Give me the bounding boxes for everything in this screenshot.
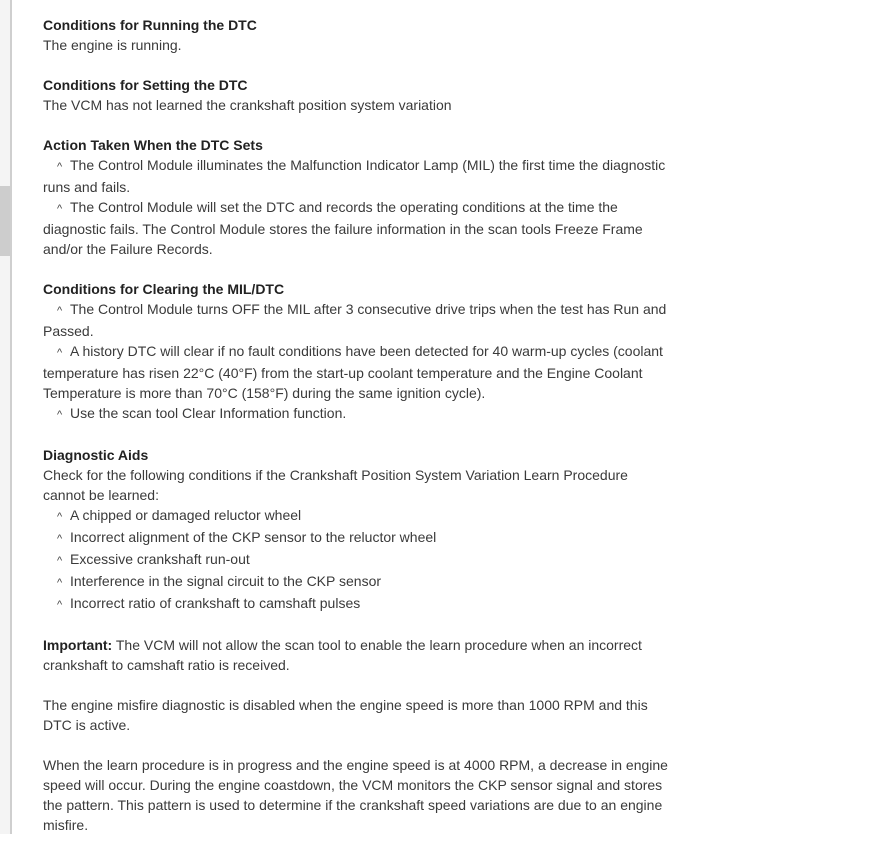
left-scrollbar-track[interactable] [0, 0, 10, 834]
bullet-text: Use the scan tool Clear Information function. [70, 405, 347, 421]
paragraph: When the learn procedure is in progress and the engine speed is at 4000 RPM, a decrease in engine speed will occur. During the engine coastdown, the VCM monitors the CKP sensor signal and stores the pattern. This pattern is used to determine if the crankshaft speed variations are due to an engine misfire. [43, 757, 668, 833]
important-text: The VCM will not allow the scan tool to enable the learn procedure when an incorrect crankshaft to camshaft ratio is received. [43, 637, 642, 673]
bullet-item [43, 341, 668, 403]
bullet-item [43, 403, 668, 425]
list-item-text: Incorrect alignment of the CKP sensor to the reluctor wheel [70, 529, 437, 545]
paragraph: The engine misfire diagnostic is disabled when the engine speed is more than 1000 RPM and this DTC is active. [43, 697, 648, 733]
important-label: Important: [43, 637, 113, 653]
section-diagnostic-aids [43, 445, 668, 615]
section-clearing-conditions [43, 279, 668, 425]
bullet-text: The Control Module will set the DTC and records the operating conditions at the time the diagnostic fails. The Control Module stores the failure information in the scan tools Freeze Frame and/or the Failure Records. [43, 199, 643, 257]
bullet-text: The Control Module turns OFF the MIL after 3 consecutive drive trips when the test has Run and Passed. [43, 301, 667, 339]
caret-bullet-icon: ^ [57, 599, 63, 611]
section-heading: Conditions for Clearing the MIL/DTC [43, 281, 285, 297]
list-item [43, 505, 668, 527]
section-heading: Action Taken When the DTC Sets [43, 137, 263, 153]
list-item-text: Incorrect ratio of crankshaft to camshaft pulses [70, 595, 361, 611]
caret-bullet-icon: ^ [57, 533, 63, 545]
section-setting-conditions [43, 75, 668, 115]
list-item-text: Interference in the signal circuit to the CKP sensor [70, 573, 382, 589]
caret-bullet-icon: ^ [57, 347, 63, 359]
important-paragraph [43, 635, 668, 675]
caret-bullet-icon: ^ [57, 555, 63, 567]
bullet-item [43, 155, 668, 197]
learn-procedure-note [43, 755, 668, 835]
list-item [43, 549, 668, 571]
left-pane-divider [10, 0, 12, 834]
section-text: Check for the following conditions if the Crankshaft Position System Variation Learn Procedure cannot be learned: [43, 467, 628, 503]
misfire-note [43, 695, 668, 735]
caret-bullet-icon: ^ [57, 305, 63, 317]
bullet-text: The Control Module illuminates the Malfunction Indicator Lamp (MIL) the first time the diagnostic runs and fails. [43, 157, 666, 195]
list-item [43, 571, 668, 593]
section-text: The VCM has not learned the crankshaft position system variation [43, 97, 452, 113]
section-action-taken [43, 135, 668, 259]
scrollbar-thumb[interactable] [0, 186, 10, 256]
section-running-conditions [43, 15, 668, 55]
list-item [43, 593, 668, 615]
caret-bullet-icon: ^ [57, 161, 63, 173]
caret-bullet-icon: ^ [57, 409, 63, 421]
section-heading: Conditions for Setting the DTC [43, 77, 248, 93]
bullet-item [43, 299, 668, 341]
caret-bullet-icon: ^ [57, 577, 63, 589]
bullet-item [43, 197, 668, 259]
list-item-text: A chipped or damaged reluctor wheel [70, 507, 302, 523]
list-item [43, 527, 668, 549]
bullet-text: A history DTC will clear if no fault conditions have been detected for 40 warm-up cycles (coolant temperature has risen 22°C (40°F) from the start-up coolant temperature and the Engine Coolant Temperature is more than 70°C (158°F) during the same ignition cycle). [43, 343, 663, 401]
document-body [43, 15, 668, 855]
section-text: The engine is running. [43, 37, 182, 53]
caret-bullet-icon: ^ [57, 203, 63, 215]
section-heading: Diagnostic Aids [43, 447, 149, 463]
section-heading: Conditions for Running the DTC [43, 17, 257, 33]
list-item-text: Excessive crankshaft run-out [70, 551, 250, 567]
caret-bullet-icon: ^ [57, 511, 63, 523]
important-note [43, 635, 668, 675]
